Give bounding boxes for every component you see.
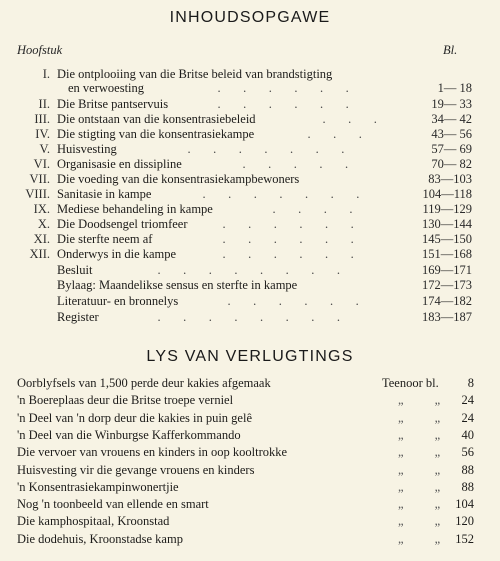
chapter-title: Bylaag: Maandelikse sensus en sterfte in kampe	[57, 278, 298, 292]
ditto-marks: „ „	[398, 531, 455, 546]
illustration-row	[0, 428, 500, 443]
ditto-marks: „ „	[398, 445, 455, 460]
dot-leader: . . . . . .	[205, 232, 359, 246]
dot-leader: . . . . . . . .	[140, 310, 345, 324]
dot-leader: . . . . . . .	[185, 187, 365, 201]
contents-row	[0, 67, 500, 82]
ditto-marks: „ „	[398, 427, 455, 442]
contents-row	[0, 310, 500, 325]
chapter-title: Die Britse pantservuis	[57, 97, 169, 111]
chapter-number: III.	[34, 112, 50, 126]
ditto-marks: „ „	[398, 393, 455, 408]
illustration-row	[0, 445, 500, 460]
chapter-title: Organisasie en dissipline	[57, 157, 182, 171]
chapter-number: IX.	[33, 202, 50, 216]
page-range: 83—103	[428, 172, 472, 186]
illustration-row	[0, 393, 500, 408]
dot-leader: . . . . . .	[200, 81, 354, 95]
illustration-row	[0, 532, 500, 547]
chapter-title: Die stigting van die konsentrasiekampe	[57, 127, 255, 141]
page-range: 145—150	[422, 232, 472, 246]
ditto-marks: „ „	[398, 462, 455, 477]
contents-row	[0, 127, 500, 142]
page-range: 104—118	[422, 187, 472, 201]
illustration-title: Die dodehuis, Kroonstadse kamp	[17, 531, 183, 546]
illustration-row	[0, 376, 500, 391]
page-range: 1— 18	[437, 81, 472, 95]
chapter-title: Besluit	[57, 263, 93, 277]
chapter-title: Die voeding van die konsentrasiekampbewoners	[57, 172, 300, 186]
illustration-row	[0, 463, 500, 478]
illustration-title: Huisvesting vir die gevange vrouens en kinders	[17, 462, 255, 477]
contents-row	[0, 97, 500, 112]
chapter-number: IV.	[35, 127, 50, 141]
illustration-title: 'n Deel van die Winburgse Kafferkommando	[17, 427, 241, 442]
chapter-number: VIII.	[25, 187, 50, 201]
contents-row	[0, 112, 500, 127]
illustration-page: 40	[461, 427, 474, 442]
chapter-number: X.	[37, 217, 50, 231]
chapter-title: Die ontstaan van die konsentrasiebeleid	[57, 112, 256, 126]
contents-row	[0, 232, 500, 247]
contents-row	[0, 157, 500, 172]
illustration-page: 120	[455, 514, 474, 529]
illustration-page: 104	[455, 497, 474, 512]
illustrations-heading: LYS VAN VERLUGTINGS	[146, 348, 354, 365]
dot-leader: . . . . . . .	[170, 142, 350, 156]
illustration-title: 'n Konsentrasiekampinwonertjie	[17, 479, 179, 494]
chapter-title: Die ontplooiing van die Britse beleid van brandstigting	[57, 67, 333, 81]
chapter-number: VI.	[33, 157, 50, 171]
contents-row	[0, 278, 500, 293]
contents-row	[0, 172, 500, 187]
contents-row	[0, 202, 500, 217]
illustration-row	[0, 480, 500, 495]
chapter-title: Mediese behandeling in kampe	[57, 202, 213, 216]
page-range: 172—173	[422, 278, 472, 292]
illustration-page: 24	[461, 393, 474, 408]
contents-row	[0, 187, 500, 202]
chapter-title: Literatuur- en bronnelys	[57, 294, 179, 308]
dot-leader: . . . . . .	[205, 247, 359, 261]
chapter-number: XII.	[29, 247, 50, 261]
dot-leader: . . . . . .	[210, 294, 364, 308]
illustration-page: 56	[461, 445, 474, 460]
contents-row	[0, 263, 500, 278]
ditto-marks: „ „	[398, 410, 455, 425]
page-range: 19— 33	[431, 97, 472, 111]
illustration-row	[0, 497, 500, 512]
illustration-title: Die vervoer van vrouens en kinders in oop kooltrokke	[17, 445, 288, 460]
illustration-page: 88	[461, 479, 474, 494]
page-range: 183—187	[422, 310, 472, 324]
chapter-number: I.	[42, 67, 50, 81]
illustration-page: 24	[461, 410, 474, 425]
illustration-title: 'n Boereplaas deur die Britse troepe verniel	[17, 393, 234, 408]
dot-leader: . . .	[305, 112, 382, 126]
chapter-number: VII.	[29, 172, 50, 186]
page-range: 57— 69	[431, 142, 472, 156]
contents-row	[0, 247, 500, 262]
page-range: 43— 56	[431, 127, 472, 141]
illustration-page: 152	[455, 531, 474, 546]
contents-heading: INHOUDSOPGAWE	[169, 9, 331, 26]
ditto-marks: „ „	[398, 514, 455, 529]
facing-page-label: Teenoor bl.	[382, 376, 439, 390]
chapter-title: Sanitasie in kampe	[57, 187, 152, 201]
chapter-title: Die Doodsengel triomfeer	[57, 217, 188, 231]
illustration-title: Oorblyfsels van 1,500 perde deur kakies afgemaak	[17, 376, 271, 390]
illustration-page: 88	[461, 462, 474, 477]
illustration-row	[0, 411, 500, 426]
page-range: 70— 82	[431, 157, 472, 171]
page-range: 34— 42	[431, 112, 472, 126]
contents-row	[0, 217, 500, 232]
illustration-title: Die kamphospitaal, Kroonstad	[17, 514, 170, 529]
illustration-title: 'n Deel van 'n dorp deur die kakies in puin gelê	[17, 410, 252, 425]
chapter-column-header: Hoofstuk	[17, 43, 63, 57]
contents-row	[0, 294, 500, 309]
dot-leader: . . . . . . . .	[140, 263, 345, 277]
chapter-title: Huisvesting	[57, 142, 117, 156]
page-range: 119—129	[422, 202, 472, 216]
ditto-marks: „ „	[398, 497, 455, 512]
page-range: 169—171	[422, 263, 472, 277]
dot-leader: . . . .	[255, 202, 358, 216]
dot-leader: . . . . .	[225, 157, 354, 171]
chapter-number: V.	[39, 142, 50, 156]
dot-leader: . . . . . .	[200, 97, 354, 111]
contents-row	[0, 142, 500, 157]
chapter-title: Die sterfte neem af	[57, 232, 153, 246]
chapter-title: en verwoesting	[68, 81, 145, 95]
illustration-row	[0, 514, 500, 529]
page-column-header: Bl.	[443, 43, 458, 57]
dot-leader: . . .	[290, 127, 367, 141]
chapter-number: XI.	[33, 232, 50, 246]
ditto-marks: „ „	[398, 479, 455, 494]
dot-leader: . . . . . .	[205, 217, 359, 231]
illustration-title: Nog 'n toonbeeld van ellende en smart	[17, 497, 209, 512]
chapter-title: Register	[57, 310, 99, 324]
page-range: 130—144	[422, 217, 472, 231]
illustration-page: 8	[467, 376, 474, 390]
chapter-number: II.	[38, 97, 50, 111]
contents-row	[0, 81, 500, 96]
page-range: 151—168	[422, 247, 472, 261]
chapter-title: Onderwys in die kampe	[57, 247, 177, 261]
page-range: 174—182	[422, 294, 472, 308]
